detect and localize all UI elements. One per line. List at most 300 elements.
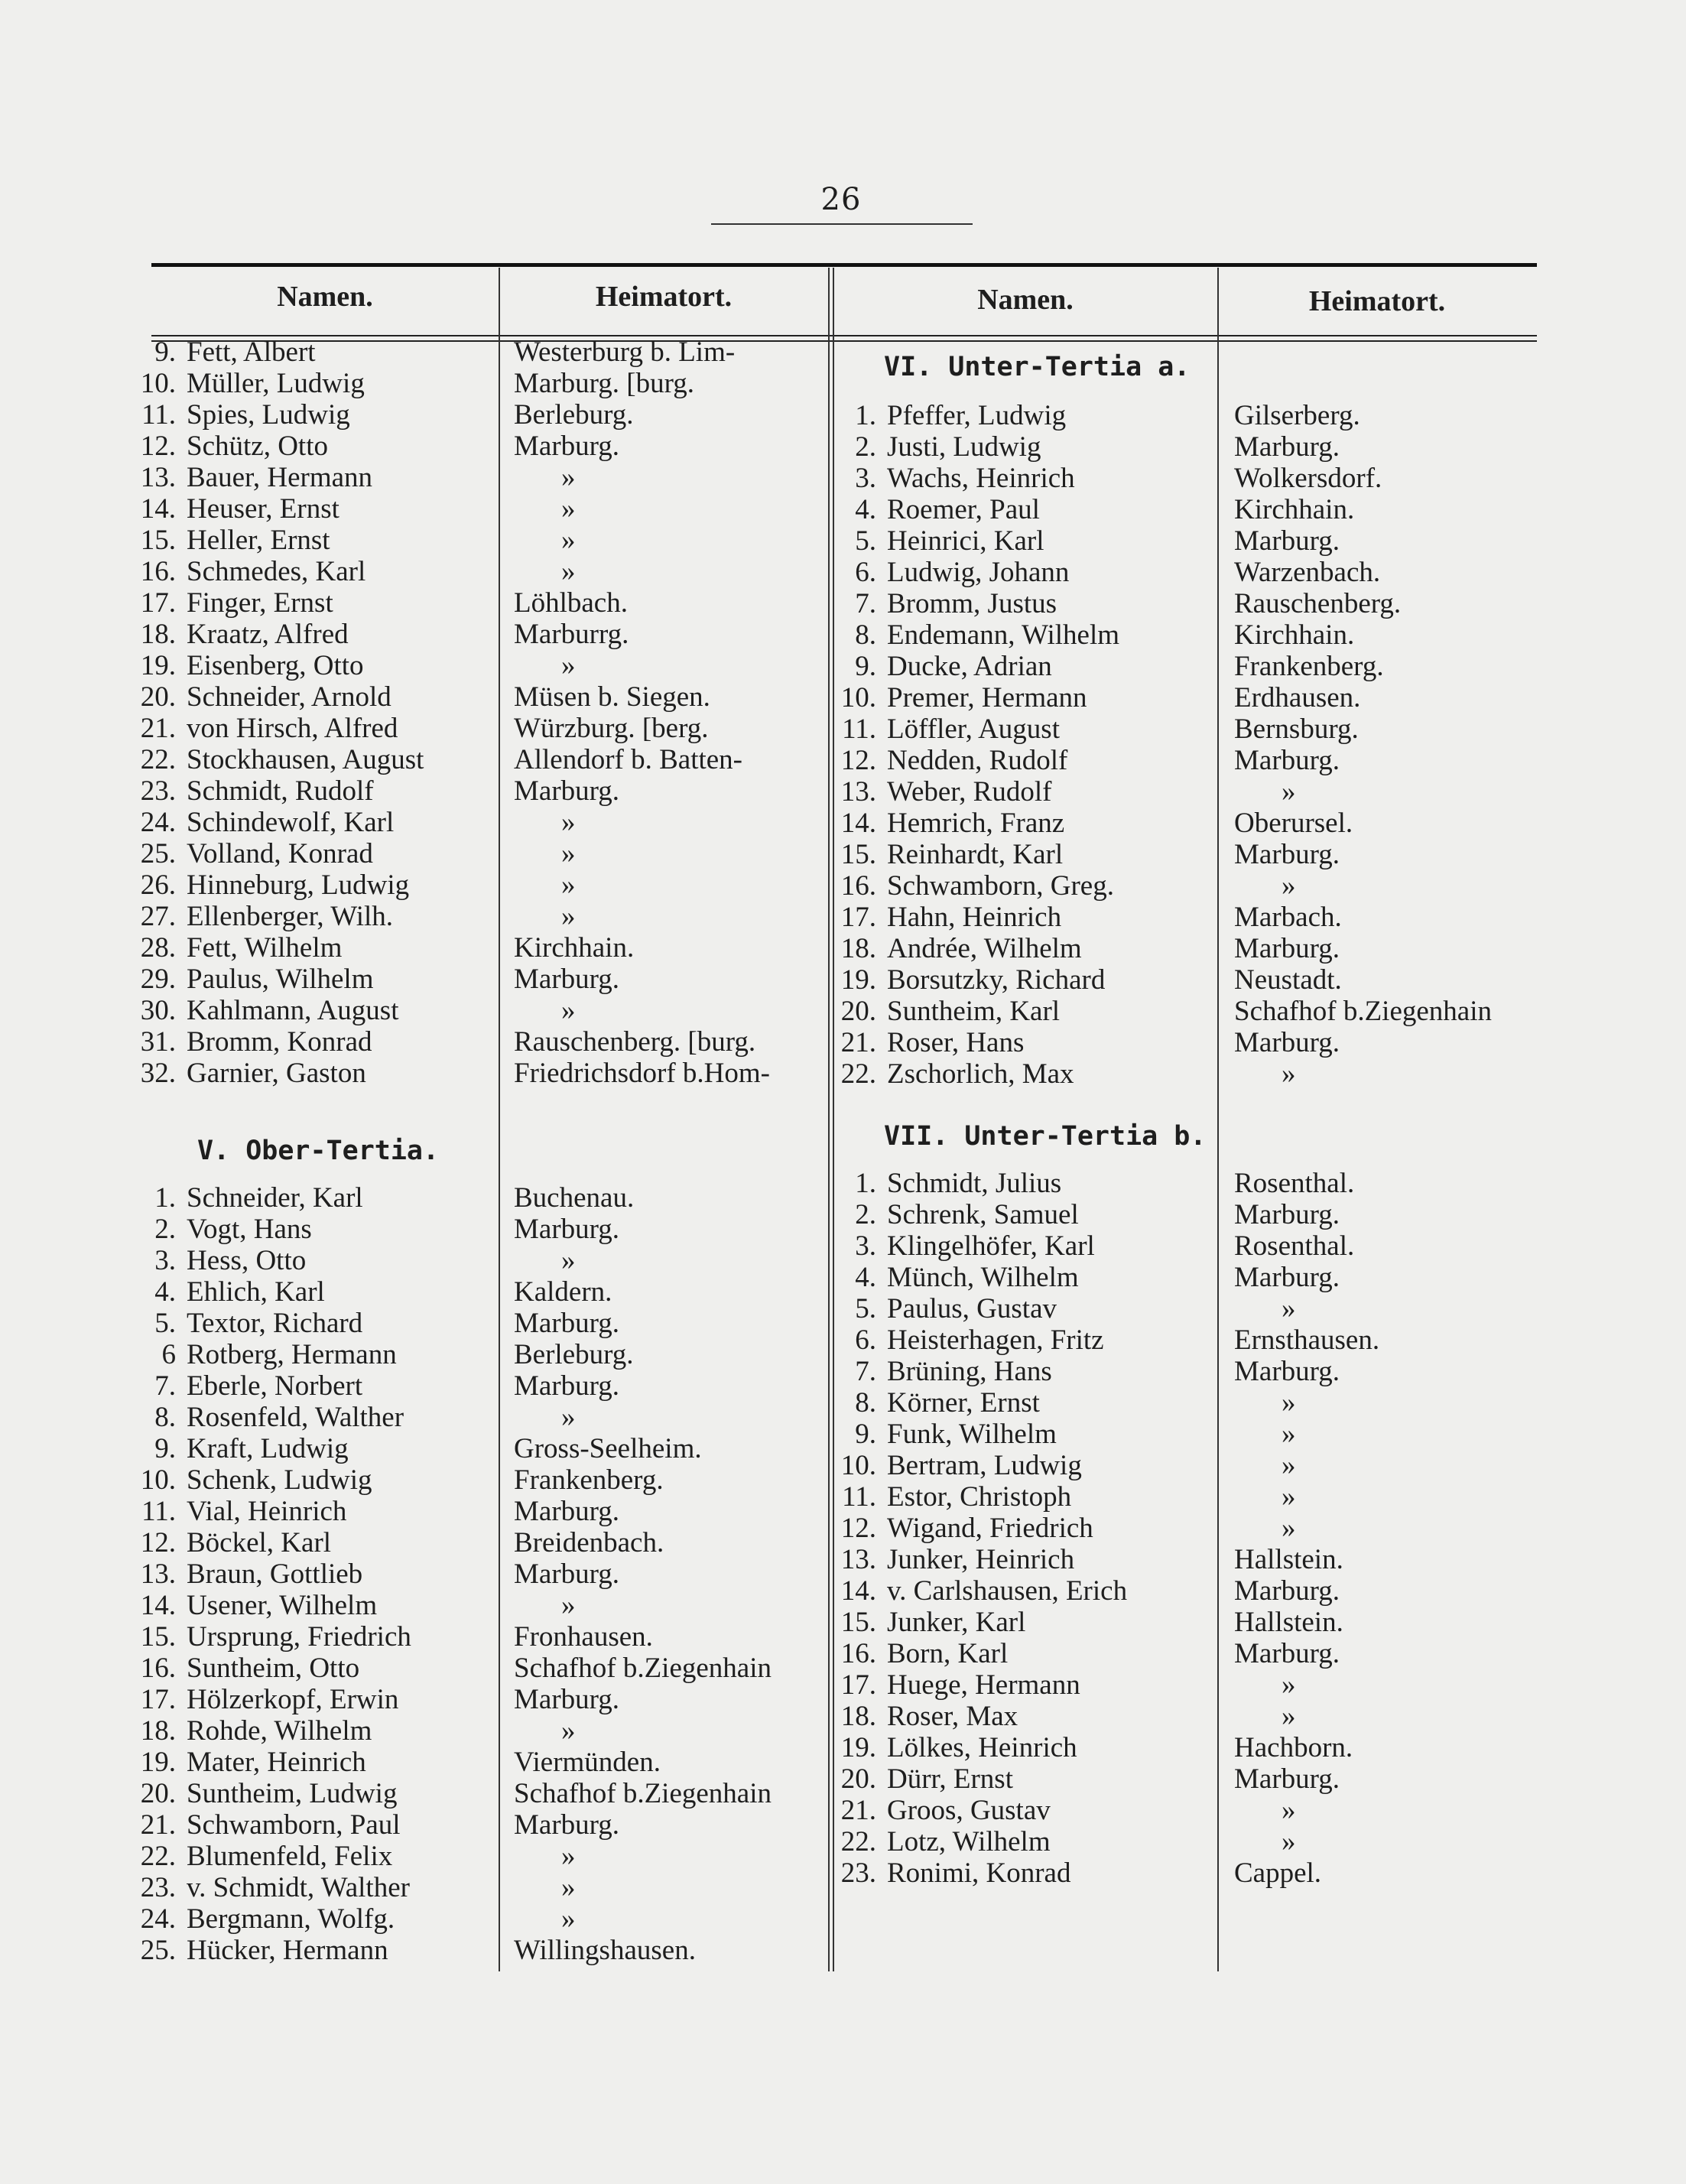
student-name: Eberle, Norbert bbox=[187, 1370, 363, 1402]
student-name: Rohde, Wilhelm bbox=[187, 1715, 372, 1747]
student-hometown: Marburg. bbox=[1234, 839, 1340, 870]
student-number: 10. bbox=[840, 1450, 876, 1481]
student-row bbox=[136, 1214, 439, 1245]
student-name: Volland, Konrad bbox=[187, 838, 373, 869]
left-block1-places bbox=[514, 336, 772, 1089]
student-hometown: Marburg. bbox=[514, 1684, 620, 1715]
student-name: Hinneburg, Ludwig bbox=[187, 869, 410, 901]
student-number: 21. bbox=[140, 1809, 176, 1841]
student-row bbox=[136, 525, 439, 556]
student-row bbox=[136, 336, 439, 368]
student-name: Lotz, Wilhelm bbox=[887, 1826, 1051, 1857]
student-number: 17. bbox=[140, 587, 176, 619]
student-name: Bertram, Ludwig bbox=[887, 1450, 1082, 1481]
student-row bbox=[136, 619, 439, 650]
student-hometown: Marburg. bbox=[1234, 1199, 1340, 1230]
student-hometown: Marburg. bbox=[514, 1558, 620, 1590]
student-hometown: Löhlbach. bbox=[514, 587, 628, 619]
student-row bbox=[837, 400, 1206, 431]
student-number: 2. bbox=[855, 431, 876, 463]
header-namen-right: Namen. bbox=[977, 284, 1074, 316]
student-name: Vial, Heinrich bbox=[187, 1496, 347, 1527]
student-name: Finger, Ernst bbox=[187, 587, 333, 619]
student-number: 30. bbox=[140, 995, 176, 1026]
student-name: Heinrici, Karl bbox=[887, 525, 1044, 557]
student-row bbox=[837, 1262, 1206, 1293]
student-hometown: Westerburg b. Lim- bbox=[514, 336, 736, 368]
right-block1-places bbox=[1234, 400, 1492, 1090]
student-row bbox=[837, 1544, 1206, 1575]
student-hometown: Kirchhain. bbox=[1234, 494, 1355, 525]
student-name: Wachs, Heinrich bbox=[887, 463, 1075, 494]
student-hometown: Willingshausen. bbox=[514, 1935, 696, 1966]
student-number: 5. bbox=[855, 525, 876, 557]
student-number: 19. bbox=[840, 964, 876, 996]
student-row bbox=[837, 1857, 1206, 1889]
student-row bbox=[837, 1324, 1206, 1356]
student-number: 8. bbox=[855, 619, 876, 651]
left-places-column bbox=[514, 336, 772, 1966]
student-row bbox=[136, 587, 439, 619]
student-hometown: » bbox=[561, 1715, 576, 1747]
right-block2-places bbox=[1234, 1168, 1492, 1889]
student-hometown: Marburg. bbox=[1234, 933, 1340, 964]
student-row bbox=[837, 839, 1206, 870]
student-hometown: » bbox=[1282, 1387, 1296, 1419]
student-row bbox=[136, 1370, 439, 1402]
student-number: 25. bbox=[140, 1935, 176, 1966]
student-number: 24. bbox=[140, 807, 176, 838]
student-name: Schwamborn, Greg. bbox=[887, 870, 1114, 902]
left-block2-names bbox=[136, 1182, 439, 1966]
student-number: 14. bbox=[140, 1590, 176, 1621]
student-name: Heisterhagen, Fritz bbox=[887, 1324, 1104, 1356]
student-hometown: » bbox=[561, 1590, 576, 1621]
student-row bbox=[136, 1747, 439, 1778]
student-name: Hemrich, Franz bbox=[887, 808, 1065, 839]
student-row bbox=[136, 493, 439, 525]
student-name: Usener, Wilhelm bbox=[187, 1590, 378, 1621]
student-number: 16. bbox=[140, 556, 176, 587]
student-number: 13. bbox=[140, 1558, 176, 1590]
student-name: Endemann, Wilhelm bbox=[887, 619, 1120, 651]
student-name: Blumenfeld, Felix bbox=[187, 1841, 393, 1872]
student-row bbox=[837, 1481, 1206, 1513]
student-hometown: » bbox=[1282, 1669, 1296, 1701]
student-name: Junker, Heinrich bbox=[887, 1544, 1075, 1575]
student-hometown: Rauschenberg. bbox=[1234, 588, 1402, 619]
student-row bbox=[136, 1872, 439, 1903]
student-number: 18. bbox=[840, 933, 876, 964]
student-row bbox=[837, 1607, 1206, 1638]
right-block2-names bbox=[837, 1168, 1206, 1889]
student-row bbox=[837, 1387, 1206, 1419]
student-row bbox=[837, 1168, 1206, 1199]
student-hometown: » bbox=[561, 1402, 576, 1433]
student-row bbox=[837, 1795, 1206, 1826]
student-hometown: Rosenthal. bbox=[1234, 1230, 1355, 1262]
student-hometown: Cappel. bbox=[1234, 1857, 1322, 1889]
section-title-unter-tertia-a: VI. Unter-Tertia a. bbox=[884, 352, 1191, 382]
student-number: 8. bbox=[154, 1402, 176, 1433]
student-number: 5. bbox=[855, 1293, 876, 1324]
student-row bbox=[837, 1826, 1206, 1857]
student-row bbox=[136, 1809, 439, 1841]
student-row bbox=[837, 902, 1206, 933]
student-name: v. Schmidt, Walther bbox=[187, 1872, 410, 1903]
student-row bbox=[136, 1308, 439, 1339]
student-row bbox=[136, 1433, 439, 1464]
student-row bbox=[136, 744, 439, 775]
student-hometown: Marburg. bbox=[1234, 1262, 1340, 1293]
student-name: Stockhausen, August bbox=[187, 744, 424, 775]
student-number: 23. bbox=[140, 1872, 176, 1903]
student-hometown: Frankenberg. bbox=[514, 1464, 664, 1496]
student-name: Ludwig, Johann bbox=[887, 557, 1070, 588]
student-number: 7. bbox=[855, 588, 876, 619]
student-row bbox=[837, 1701, 1206, 1732]
student-row bbox=[136, 932, 439, 964]
student-name: Borsutzky, Richard bbox=[887, 964, 1106, 996]
student-hometown: Marburg. [burg. bbox=[514, 368, 695, 399]
student-hometown: Warzenbach. bbox=[1234, 557, 1381, 588]
student-hometown: Friedrichsdorf b.Hom- bbox=[514, 1058, 770, 1089]
student-row bbox=[837, 1058, 1206, 1090]
student-number: 12. bbox=[140, 431, 176, 462]
left-block1-names bbox=[136, 336, 439, 1089]
student-name: Nedden, Rudolf bbox=[887, 745, 1068, 776]
student-row bbox=[136, 713, 439, 744]
student-row bbox=[136, 1715, 439, 1747]
page-number-rule bbox=[711, 223, 973, 225]
student-hometown: » bbox=[561, 462, 576, 493]
student-hometown: » bbox=[561, 901, 576, 932]
student-hometown: Marburg. bbox=[1234, 1763, 1340, 1795]
student-name: Rotberg, Hermann bbox=[187, 1339, 397, 1370]
student-number: 18. bbox=[140, 619, 176, 650]
student-name: Bromm, Konrad bbox=[187, 1026, 372, 1058]
student-row bbox=[136, 1339, 439, 1370]
table-top-rule bbox=[151, 263, 1537, 267]
student-name: Reinhardt, Karl bbox=[887, 839, 1064, 870]
student-number: 16. bbox=[140, 1653, 176, 1684]
student-hometown: » bbox=[1282, 1826, 1296, 1857]
student-hometown: » bbox=[1282, 1419, 1296, 1450]
student-number: 1. bbox=[154, 1182, 176, 1214]
student-row bbox=[837, 1356, 1206, 1387]
student-number: 14. bbox=[840, 1575, 876, 1607]
student-name: Schmedes, Karl bbox=[187, 556, 366, 587]
student-row bbox=[837, 557, 1206, 588]
student-name: Garnier, Gaston bbox=[187, 1058, 366, 1089]
student-row bbox=[837, 964, 1206, 996]
student-name: Ehlich, Karl bbox=[187, 1276, 325, 1308]
student-name: Heller, Ernst bbox=[187, 525, 330, 556]
student-row bbox=[136, 462, 439, 493]
student-name: Justi, Ludwig bbox=[887, 431, 1041, 463]
student-hometown: Wolkersdorf. bbox=[1234, 463, 1382, 494]
student-number: 7. bbox=[154, 1370, 176, 1402]
student-name: Wigand, Friedrich bbox=[887, 1513, 1093, 1544]
student-name: Kraft, Ludwig bbox=[187, 1433, 349, 1464]
student-row bbox=[136, 1778, 439, 1809]
student-number: 6. bbox=[855, 1324, 876, 1356]
student-hometown: » bbox=[561, 869, 576, 901]
student-hometown: » bbox=[1282, 870, 1296, 902]
student-row bbox=[136, 368, 439, 399]
student-row bbox=[837, 1763, 1206, 1795]
student-hometown: Ernsthausen. bbox=[1234, 1324, 1380, 1356]
student-hometown: » bbox=[1282, 1058, 1296, 1090]
student-hometown: Marburg. bbox=[1234, 525, 1340, 557]
student-name: Suntheim, Karl bbox=[887, 996, 1061, 1027]
student-number: 21. bbox=[840, 1027, 876, 1058]
student-hometown: Kirchhain. bbox=[1234, 619, 1355, 651]
student-hometown: Frankenberg. bbox=[1234, 651, 1384, 682]
student-name: Heuser, Ernst bbox=[187, 493, 339, 525]
student-name: Müller, Ludwig bbox=[187, 368, 365, 399]
student-name: Ellenberger, Wilh. bbox=[187, 901, 394, 932]
student-name: Dürr, Ernst bbox=[887, 1763, 1013, 1795]
student-hometown: Marburg. bbox=[514, 775, 620, 807]
student-number: 20. bbox=[140, 681, 176, 713]
student-hometown: Marbach. bbox=[1234, 902, 1342, 933]
student-hometown: Viermünden. bbox=[514, 1747, 661, 1778]
student-hometown: » bbox=[561, 1245, 576, 1276]
student-row bbox=[136, 807, 439, 838]
student-name: Schütz, Otto bbox=[187, 431, 328, 462]
student-row bbox=[837, 713, 1206, 745]
student-number: 24. bbox=[140, 1903, 176, 1935]
student-row bbox=[136, 556, 439, 587]
student-name: Junker, Karl bbox=[887, 1607, 1026, 1638]
student-name: Schindewolf, Karl bbox=[187, 807, 395, 838]
student-hometown: » bbox=[1282, 1293, 1296, 1324]
student-hometown: Hallstein. bbox=[1234, 1607, 1343, 1638]
student-row bbox=[136, 1182, 439, 1214]
student-row bbox=[136, 1245, 439, 1276]
student-number: 11. bbox=[141, 399, 176, 431]
student-name: Funk, Wilhelm bbox=[887, 1419, 1057, 1450]
student-hometown: Gross-Seelheim. bbox=[514, 1433, 702, 1464]
student-number: 17. bbox=[840, 902, 876, 933]
student-row bbox=[136, 838, 439, 869]
student-number: 10. bbox=[840, 682, 876, 713]
student-hometown: » bbox=[561, 493, 576, 525]
student-number: 3. bbox=[855, 463, 876, 494]
student-hometown: » bbox=[1282, 776, 1296, 808]
student-number: 10. bbox=[140, 368, 176, 399]
student-row bbox=[837, 431, 1206, 463]
column-divider-1 bbox=[499, 268, 500, 1971]
student-name: Premer, Hermann bbox=[887, 682, 1087, 713]
student-number: 11. bbox=[842, 1481, 876, 1513]
student-row bbox=[837, 870, 1206, 902]
student-hometown: » bbox=[1282, 1513, 1296, 1544]
student-hometown: » bbox=[1282, 1481, 1296, 1513]
student-number: 22. bbox=[140, 744, 176, 775]
student-name: Paulus, Wilhelm bbox=[187, 964, 374, 995]
student-name: Huege, Hermann bbox=[887, 1669, 1080, 1701]
student-name: Eisenberg, Otto bbox=[187, 650, 364, 681]
student-number: 19. bbox=[140, 650, 176, 681]
student-number: 1. bbox=[855, 1168, 876, 1199]
student-hometown: Hachborn. bbox=[1234, 1732, 1353, 1763]
student-number: 8. bbox=[855, 1387, 876, 1419]
student-row bbox=[837, 1669, 1206, 1701]
student-row bbox=[136, 1527, 439, 1558]
student-number: 25. bbox=[140, 838, 176, 869]
student-name: Hess, Otto bbox=[187, 1245, 307, 1276]
student-row bbox=[837, 1732, 1206, 1763]
student-number: 12. bbox=[840, 1513, 876, 1544]
student-hometown: » bbox=[561, 556, 576, 587]
student-name: Schmidt, Rudolf bbox=[187, 775, 374, 807]
student-number: 3. bbox=[855, 1230, 876, 1262]
student-row bbox=[136, 1653, 439, 1684]
student-name: Andrée, Wilhelm bbox=[887, 933, 1082, 964]
student-name: Hücker, Hermann bbox=[187, 1935, 388, 1966]
student-number: 4. bbox=[855, 494, 876, 525]
student-row bbox=[837, 588, 1206, 619]
student-name: Lölkes, Heinrich bbox=[887, 1732, 1077, 1763]
student-hometown: » bbox=[1282, 1450, 1296, 1481]
student-row bbox=[837, 1027, 1206, 1058]
student-number: 11. bbox=[141, 1496, 176, 1527]
student-hometown: Berleburg. bbox=[514, 1339, 634, 1370]
student-name: Schmidt, Julius bbox=[887, 1168, 1062, 1199]
student-name: Spies, Ludwig bbox=[187, 399, 350, 431]
student-row bbox=[136, 1026, 439, 1058]
student-row bbox=[136, 1903, 439, 1935]
student-number: 15. bbox=[840, 839, 876, 870]
student-hometown: Marburg. bbox=[514, 1809, 620, 1841]
left-block2-places bbox=[514, 1182, 772, 1966]
student-name: Suntheim, Otto bbox=[187, 1653, 360, 1684]
student-hometown: Fronhausen. bbox=[514, 1621, 653, 1653]
student-row bbox=[837, 1450, 1206, 1481]
student-number: 19. bbox=[840, 1732, 876, 1763]
student-hometown: Marburg. bbox=[1234, 1027, 1340, 1058]
student-row bbox=[136, 775, 439, 807]
student-number: 15. bbox=[140, 525, 176, 556]
student-name: Bromm, Justus bbox=[887, 588, 1057, 619]
student-hometown: Buchenau. bbox=[514, 1182, 635, 1214]
student-hometown: » bbox=[1282, 1701, 1296, 1732]
student-row bbox=[837, 651, 1206, 682]
student-name: Pfeffer, Ludwig bbox=[887, 400, 1067, 431]
section-title-ober-tertia: V. Ober-Tertia. bbox=[197, 1136, 440, 1166]
student-hometown: Marburg. bbox=[514, 1308, 620, 1339]
student-number: 31. bbox=[140, 1026, 176, 1058]
student-row bbox=[136, 1935, 439, 1966]
student-hometown: Erdhausen. bbox=[1234, 682, 1361, 713]
student-hometown: » bbox=[561, 1872, 576, 1903]
student-row bbox=[136, 964, 439, 995]
header-namen-left: Namen. bbox=[277, 281, 373, 313]
student-number: 27. bbox=[140, 901, 176, 932]
student-row bbox=[136, 995, 439, 1026]
student-name: Mater, Heinrich bbox=[187, 1747, 366, 1778]
student-name: Kraatz, Alfred bbox=[187, 619, 349, 650]
student-number: 20. bbox=[840, 996, 876, 1027]
student-hometown: Marburg. bbox=[1234, 745, 1340, 776]
student-row bbox=[837, 1199, 1206, 1230]
student-number: 6. bbox=[855, 557, 876, 588]
student-row bbox=[837, 1419, 1206, 1450]
student-name: Textor, Richard bbox=[187, 1308, 363, 1339]
student-name: Weber, Rudolf bbox=[887, 776, 1052, 808]
student-number: 3. bbox=[154, 1245, 176, 1276]
student-row bbox=[837, 525, 1206, 557]
student-row bbox=[837, 1230, 1206, 1262]
student-number: 21. bbox=[840, 1795, 876, 1826]
student-number: 14. bbox=[840, 808, 876, 839]
student-number: 14. bbox=[140, 493, 176, 525]
student-row bbox=[136, 1058, 439, 1089]
student-hometown: Marburg. bbox=[514, 431, 620, 462]
student-row bbox=[136, 1558, 439, 1590]
student-hometown: Oberursel. bbox=[1234, 808, 1353, 839]
student-number: 10. bbox=[140, 1464, 176, 1496]
student-number: 17. bbox=[140, 1684, 176, 1715]
student-name: Schenk, Ludwig bbox=[187, 1464, 372, 1496]
student-name: Ducke, Adrian bbox=[887, 651, 1052, 682]
student-name: Schneider, Karl bbox=[187, 1182, 363, 1214]
student-number: 13. bbox=[140, 462, 176, 493]
student-row bbox=[837, 933, 1206, 964]
student-name: Vogt, Hans bbox=[187, 1214, 312, 1245]
student-row bbox=[136, 1590, 439, 1621]
student-number: 12. bbox=[140, 1527, 176, 1558]
student-hometown: » bbox=[1282, 1795, 1296, 1826]
student-row bbox=[136, 1464, 439, 1496]
student-name: Hölzerkopf, Erwin bbox=[187, 1684, 399, 1715]
student-name: Hahn, Heinrich bbox=[887, 902, 1062, 933]
student-hometown: » bbox=[561, 650, 576, 681]
student-name: Groos, Gustav bbox=[887, 1795, 1051, 1826]
student-number: 18. bbox=[840, 1701, 876, 1732]
student-number: 21. bbox=[140, 713, 176, 744]
column-divider-2b bbox=[833, 268, 834, 1971]
student-hometown: Marburg. bbox=[514, 1370, 620, 1402]
student-name: Bauer, Hermann bbox=[187, 462, 373, 493]
student-name: Ursprung, Friedrich bbox=[187, 1621, 411, 1653]
student-number: 2. bbox=[855, 1199, 876, 1230]
student-hometown: Breidenbach. bbox=[514, 1527, 664, 1558]
student-hometown: » bbox=[561, 995, 576, 1026]
student-number: 15. bbox=[840, 1607, 876, 1638]
student-row bbox=[837, 808, 1206, 839]
student-name: v. Carlshausen, Erich bbox=[887, 1575, 1128, 1607]
student-hometown: Kaldern. bbox=[514, 1276, 612, 1308]
student-number: 9. bbox=[855, 1419, 876, 1450]
student-name: Körner, Ernst bbox=[887, 1387, 1040, 1419]
student-hometown: » bbox=[561, 1841, 576, 1872]
right-places-column bbox=[1234, 352, 1492, 1889]
student-number: 12. bbox=[840, 745, 876, 776]
student-hometown: Müsen b. Siegen. bbox=[514, 681, 710, 713]
student-row bbox=[136, 399, 439, 431]
student-row bbox=[837, 1513, 1206, 1544]
student-number: 2. bbox=[154, 1214, 176, 1245]
student-number: 15. bbox=[140, 1621, 176, 1653]
student-number: 23. bbox=[840, 1857, 876, 1889]
student-row bbox=[136, 1841, 439, 1872]
student-number: 5. bbox=[154, 1308, 176, 1339]
student-number: 17. bbox=[840, 1669, 876, 1701]
student-hometown: Berleburg. bbox=[514, 399, 634, 431]
